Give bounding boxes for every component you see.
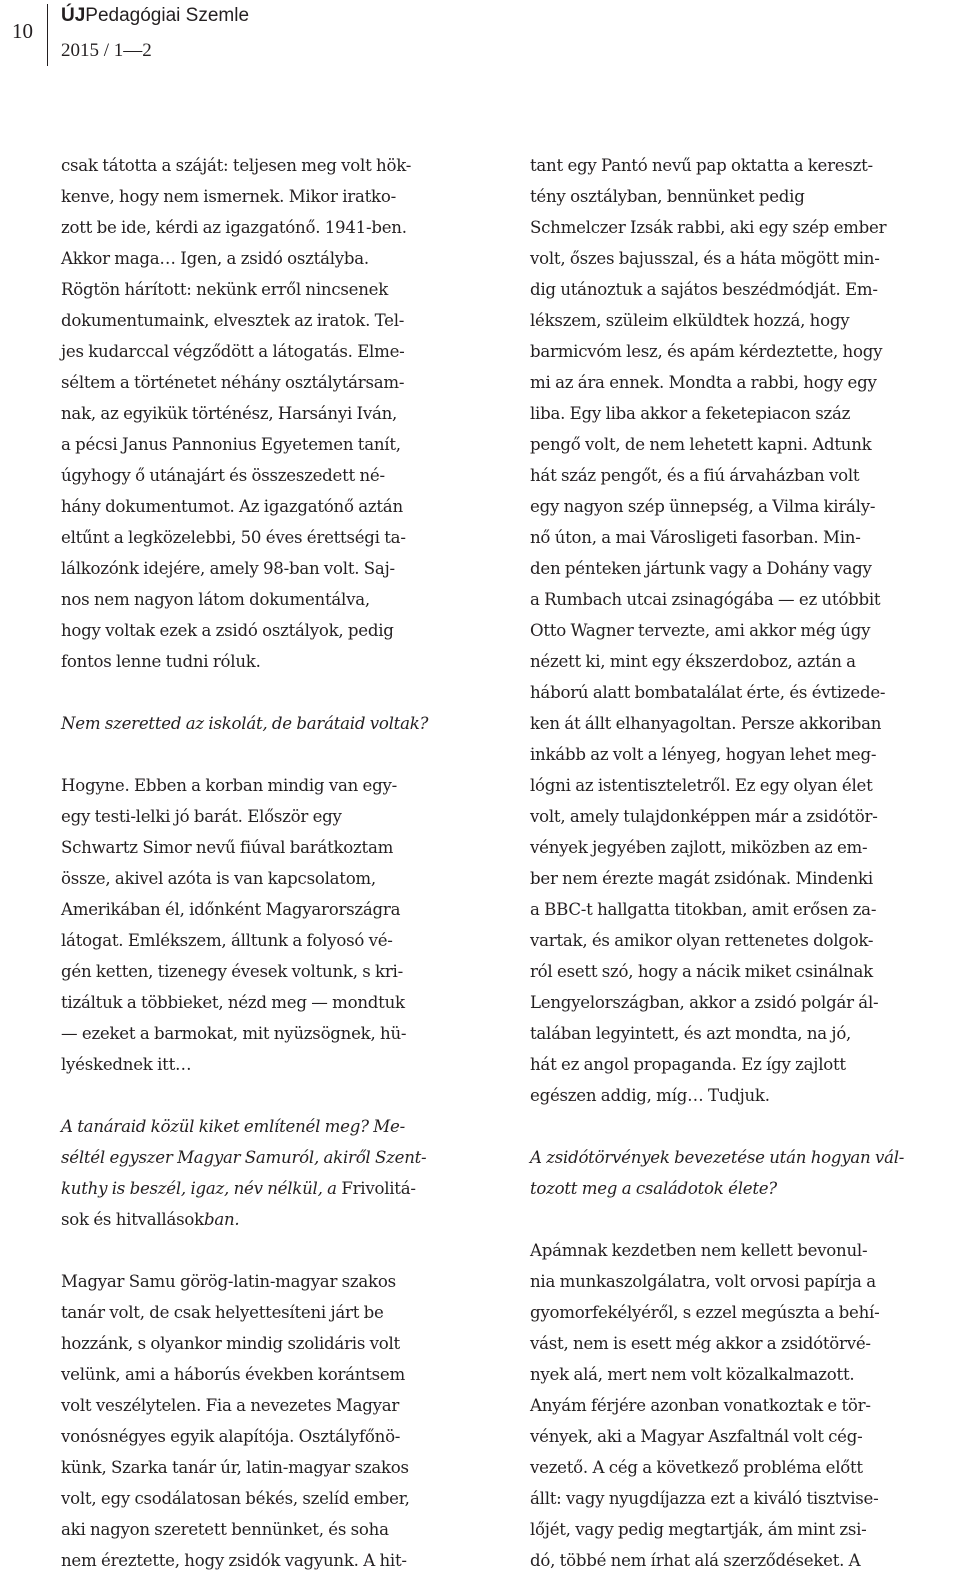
text-run: tanár volt, de csak helyettesíteni járt be [61, 1303, 384, 1322]
paragraph-gap [61, 677, 489, 708]
text-run: Akkor maga… Igen, a zsidó osztályba. [61, 249, 369, 268]
text-run: tizáltuk a többieket, nézd meg — mondtuk [61, 993, 405, 1012]
text-line [530, 739, 958, 770]
text-run: úgyhogy ő utánajárt és összeszedett né- [61, 466, 385, 485]
journal-title [61, 5, 249, 27]
text-line [530, 181, 958, 212]
text-run: lálkozónk idejére, amely 98-ban volt. Saj- [61, 559, 395, 578]
text-run: a pécsi Janus Pannonius Egyetemen tanít, [61, 435, 401, 454]
text-run: lógni az istentiszteletről. Ez egy olyan élet [530, 776, 873, 795]
text-run: háború alatt bombatalálat érte, és évtizede- [530, 683, 886, 702]
text-run: Schmelczer Izsák rabbi, aki egy szép ember [530, 218, 887, 237]
text-line [61, 1142, 489, 1173]
text-line [61, 956, 489, 987]
text-run: lőjét, vagy pedig megtartják, ám mint zsi- [530, 1520, 867, 1539]
text-run: hozzánk, s olyankor mindig szolidáris volt [61, 1334, 400, 1353]
text-run: talában legyintett, és azt mondta, na jó, [530, 1024, 852, 1043]
text-line [530, 398, 958, 429]
text-line [61, 1390, 489, 1421]
text-run: ban. [203, 1210, 240, 1229]
text-line [61, 801, 489, 832]
text-run: volt, őszes bajusszal, és a háta mögött min- [530, 249, 880, 268]
text-line [61, 522, 489, 553]
text-line [61, 1545, 489, 1576]
text-line [530, 1328, 958, 1359]
text-run: vást, nem is esett még akkor a zsidótörvé- [530, 1334, 871, 1353]
text-run: dig utánoztuk a sajátos beszédmódját. Em- [530, 280, 878, 299]
text-run: kenve, hogy nem ismernek. Mikor iratko- [61, 187, 396, 206]
text-run: nak, az egyikük történész, Harsányi Iván, [61, 404, 398, 423]
text-run: Nem szeretted az iskolát, de barátaid voltak? [61, 714, 429, 733]
text-line [61, 460, 489, 491]
text-line [61, 429, 489, 460]
text-run: nyek alá, mert nem volt közalkalmazott. [530, 1365, 855, 1384]
text-line [61, 212, 489, 243]
text-run: jes kudarccal végződött a látogatás. Elme- [61, 342, 405, 361]
text-run: hát száz pengőt, és a fiú árvaházban volt [530, 466, 860, 485]
text-run: gyomorfekélyéről, s ezzel megúszta a behí- [530, 1303, 880, 1322]
text-run: állt: vagy nyugdíjazza ezt a kiváló tisztvise- [530, 1489, 879, 1508]
text-line [530, 243, 958, 274]
text-line [530, 1142, 958, 1173]
text-run: vezető. A cég a következő probléma előtt [530, 1458, 863, 1477]
text-line [61, 243, 489, 274]
text-run: zott be ide, kérdi az igazgatónő. 1941-ben. [61, 218, 407, 237]
text-line [61, 553, 489, 584]
text-run: nem éreztette, hogy zsidók vagyunk. A hit- [61, 1551, 407, 1570]
text-line [530, 429, 958, 460]
text-line [61, 1049, 489, 1080]
text-line [61, 1328, 489, 1359]
text-run: egészen addig, míg… Tudjuk. [530, 1086, 770, 1105]
text-line [530, 646, 958, 677]
text-line [530, 522, 958, 553]
text-run: sok és hitvallások [61, 1210, 204, 1229]
text-line [61, 1111, 489, 1142]
text-run: künk, Szarka tanár úr, latin-magyar szakos [61, 1458, 409, 1477]
text-run: csak tátotta a száját: teljesen meg volt hök- [61, 156, 412, 175]
text-run: inkább az volt a lényeg, hogyan lehet meg- [530, 745, 877, 764]
text-line [530, 1421, 958, 1452]
text-run: nos nem nagyon látom dokumentálva, [61, 590, 370, 609]
text-run: Schwartz Simor nevű fiúval barátkoztam [61, 838, 394, 857]
text-line [530, 708, 958, 739]
text-line [530, 305, 958, 336]
text-line [530, 1266, 958, 1297]
text-run: vények, aki a Magyar Aszfaltnál volt cég- [530, 1427, 863, 1446]
text-run: Frivolitá- [341, 1179, 416, 1198]
text-line [530, 212, 958, 243]
text-line [61, 181, 489, 212]
text-run: volt veszélytelen. Fia a nevezetes Magyar [61, 1396, 400, 1415]
text-line [61, 336, 489, 367]
text-run: vények jegyében zajlott, miközben az em- [530, 838, 868, 857]
text-line [61, 646, 489, 677]
text-line [530, 677, 958, 708]
text-run: vartak, és amikor olyan rettenetes dolgok- [530, 931, 874, 950]
text-run: Rögtön hárított: nekünk erről nincsenek [61, 280, 389, 299]
text-run: tant egy Pantó nevű pap oktatta a kereszt- [530, 156, 873, 175]
text-line [530, 987, 958, 1018]
text-run: volt, egy csodálatosan békés, szelíd ember, [61, 1489, 410, 1508]
text-run: gén ketten, tizenegy évesek voltunk, s kri- [61, 962, 403, 981]
text-line [61, 615, 489, 646]
text-line [61, 1452, 489, 1483]
paragraph-gap [61, 1080, 489, 1111]
text-run: hogy voltak ezek a zsidó osztályok, pedig [61, 621, 394, 640]
text-run: Hogyne. Ebben a korban mindig van egy- [61, 776, 397, 795]
paragraph-gap [530, 1111, 958, 1142]
paragraph-gap [61, 1235, 489, 1266]
text-run: lékszem, szüleim elküldtek hozzá, hogy [530, 311, 850, 330]
text-line [61, 150, 489, 181]
text-line [530, 863, 958, 894]
text-run: ber nem érezte magát zsidónak. Mindenki [530, 869, 873, 888]
text-run: liba. Egy liba akkor a feketepiacon száz [530, 404, 851, 423]
text-line [530, 553, 958, 584]
text-run: látogat. Emlékszem, álltunk a folyosó vé- [61, 931, 393, 950]
text-run: a BBC-t hallgatta titokban, amit erősen za- [530, 900, 877, 919]
text-run: nia munkaszolgálatra, volt orvosi papírja a [530, 1272, 876, 1291]
text-line [61, 1204, 489, 1235]
text-run: ról esett szó, hogy a nácik miket csinálnak [530, 962, 873, 981]
text-line [61, 894, 489, 925]
text-line [61, 1297, 489, 1328]
text-line [530, 1483, 958, 1514]
text-line [530, 956, 958, 987]
text-line [530, 1359, 958, 1390]
text-line [61, 398, 489, 429]
text-line [530, 491, 958, 522]
text-line [61, 1266, 489, 1297]
text-line [61, 708, 489, 739]
right-text-column [530, 150, 958, 1576]
text-line [530, 274, 958, 305]
text-line [530, 925, 958, 956]
header-divider [47, 4, 48, 66]
journal-prefix: ÚJ [61, 5, 86, 26]
text-run: dokumentumaink, elvesztek az iratok. Tel- [61, 311, 405, 330]
text-line [530, 150, 958, 181]
text-run: hát ez angol propaganda. Ez így zajlott [530, 1055, 846, 1074]
text-run: volt, amely tulajdonképpen már a zsidótör- [530, 807, 878, 826]
paragraph-gap [61, 739, 489, 770]
text-run: aki nagyon szeretett bennünket, és soha [61, 1520, 389, 1539]
text-run: A zsidótörvények bevezetése után hogyan vál- [530, 1148, 905, 1167]
text-line [61, 367, 489, 398]
text-run: össze, akivel azóta is van kapcsolatom, [61, 869, 376, 888]
text-line [61, 1018, 489, 1049]
text-run: séltem a történetet néhány osztálytársam- [61, 373, 405, 392]
text-run: Otto Wagner tervezte, ami akkor még úgy [530, 621, 871, 640]
text-run: mi az ára ennek. Mondta a rabbi, hogy egy [530, 373, 877, 392]
text-run: tény osztályban, bennünket pedig [530, 187, 805, 206]
text-line [530, 1080, 958, 1111]
text-run: velünk, ami a háborús években korántsem [61, 1365, 405, 1384]
text-line [61, 770, 489, 801]
text-line [61, 863, 489, 894]
text-line [530, 615, 958, 646]
text-line [61, 584, 489, 615]
text-line [530, 894, 958, 925]
text-line [61, 925, 489, 956]
text-line [530, 1390, 958, 1421]
text-run: A tanáraid közül kiket említenél meg? Me- [61, 1117, 405, 1136]
text-run: Amerikában él, időnként Magyarországra [61, 900, 401, 919]
text-line [61, 1483, 489, 1514]
text-run: Lengyelországban, akkor a zsidó polgár ál- [530, 993, 879, 1012]
text-run: egy testi-lelki jó barát. Először egy [61, 807, 342, 826]
text-line [530, 1514, 958, 1545]
text-run: dó, többé nem írhat alá szerződéseket. A [530, 1551, 861, 1570]
text-line [530, 367, 958, 398]
paragraph-gap [530, 1204, 958, 1235]
text-line [530, 1452, 958, 1483]
text-line [530, 1173, 958, 1204]
text-run: hány dokumentumot. Az igazgatónő aztán [61, 497, 403, 516]
text-run: Magyar Samu görög-latin-magyar szakos [61, 1272, 396, 1291]
text-run: — ezeket a barmokat, mit nyüzsögnek, hü- [61, 1024, 407, 1043]
text-run: Apámnak kezdetben nem kellett bevonul- [530, 1241, 868, 1260]
text-line [61, 491, 489, 522]
text-line [530, 1235, 958, 1266]
text-run: ken át állt elhanyagoltan. Persze akkoriban [530, 714, 882, 733]
text-line [61, 1421, 489, 1452]
text-run: egy nagyon szép ünnepség, a Vilma király- [530, 497, 876, 516]
text-line [61, 1359, 489, 1390]
text-run: nő úton, a mai Városligeti fasorban. Min- [530, 528, 861, 547]
text-line [61, 305, 489, 336]
text-line [530, 460, 958, 491]
text-run: tozott meg a családotok élete? [530, 1179, 777, 1198]
text-line [530, 336, 958, 367]
text-line [61, 987, 489, 1018]
text-run: kuthy is beszél, igaz, név nélkül, a [61, 1179, 342, 1198]
text-line [530, 1545, 958, 1576]
text-run: fontos lenne tudni róluk. [61, 652, 261, 671]
text-line [530, 832, 958, 863]
page-header [0, 0, 960, 80]
text-line [530, 1297, 958, 1328]
text-line [61, 1514, 489, 1545]
text-line [530, 584, 958, 615]
text-run: séltél egyszer Magyar Samuról, akiről Szent- [61, 1148, 427, 1167]
text-run: vonósnégyes egyik alapítója. Osztályfőnö- [61, 1427, 401, 1446]
text-line [530, 770, 958, 801]
text-line [61, 274, 489, 305]
text-line [530, 801, 958, 832]
issue-label: 2015 / 1—2 [61, 40, 152, 61]
text-line [530, 1018, 958, 1049]
text-run: lyéskednek itt… [61, 1055, 192, 1074]
text-run: barmicvóm lesz, és apám kérdeztette, hogy [530, 342, 883, 361]
text-run: pengő volt, de nem lehetett kapni. Adtunk [530, 435, 872, 454]
text-line [61, 832, 489, 863]
journal-name: Pedagógiai Szemle [85, 5, 250, 26]
text-line [61, 1173, 489, 1204]
text-run: a Rumbach utcai zsinagógába — ez utóbbit [530, 590, 881, 609]
text-run: Anyám férjére azonban vonatkoztak e tör- [530, 1396, 871, 1415]
text-run: nézett ki, mint egy ékszerdoboz, aztán a [530, 652, 856, 671]
text-run: eltűnt a legközelebbi, 50 éves érettségi ta- [61, 528, 406, 547]
text-line [530, 1049, 958, 1080]
page-number: 10 [12, 19, 33, 43]
text-run: den pénteken jártunk vagy a Dohány vagy [530, 559, 872, 578]
left-text-column [61, 150, 489, 1576]
